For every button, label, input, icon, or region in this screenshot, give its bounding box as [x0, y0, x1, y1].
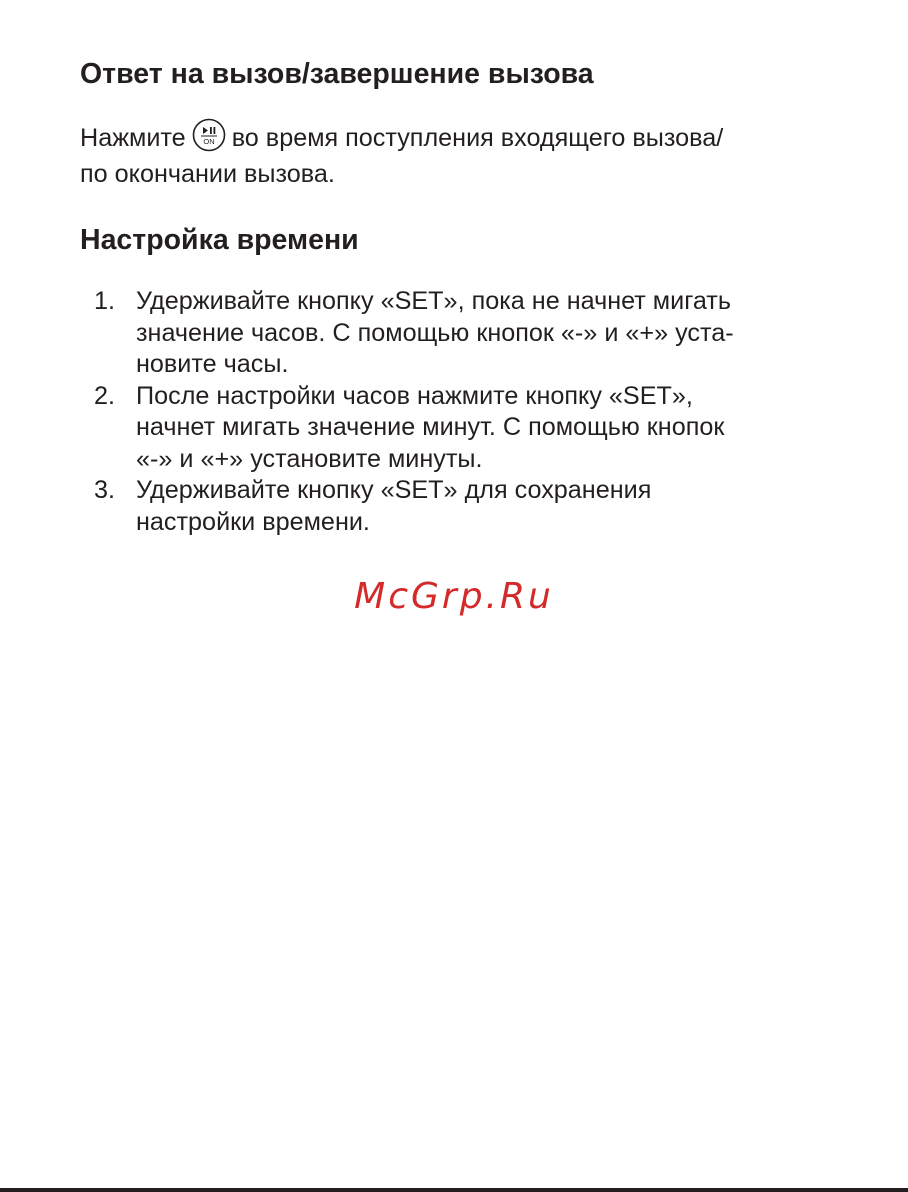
step-line: настройки времени. [136, 507, 370, 536]
step-line: «-» и «+» установите минуты. [136, 444, 483, 473]
play-pause-on-button-icon [192, 118, 226, 152]
step-line: Удерживайте кнопку «SET» для сохранения [136, 476, 652, 504]
time-setup-steps [80, 286, 870, 538]
step-number: 1. [94, 287, 116, 315]
call-text-after-icon: во время поступления входящего вызова/ [231, 124, 724, 152]
call-instruction [80, 120, 860, 192]
list-item [80, 475, 870, 538]
watermark: McGrp.Ru [354, 576, 554, 617]
section-heading-call: Ответ на вызов/завершение вызова [80, 58, 594, 90]
step-line: новите часы. [136, 350, 289, 378]
icon-on-label: ON [203, 137, 215, 147]
step-line: После настройки часов нажмите кнопку «SET», [136, 381, 693, 410]
call-text-before-icon: Нажмите [80, 124, 186, 152]
call-instruction-line-1 [80, 120, 860, 156]
step-number: 3. [94, 476, 116, 504]
call-instruction-line-2: по окончании вызова. [80, 160, 335, 188]
step-number: 2. [94, 381, 116, 410]
step-line: Удерживайте кнопку «SET», пока не начнет мигать [136, 287, 731, 315]
step-line: начнет мигать значение минут. С помощью кнопок [136, 413, 725, 441]
step-line: значение часов. С помощью кнопок «-» и «+» уста- [136, 318, 734, 347]
list-item [80, 286, 870, 381]
section-heading-time: Настройка времени [80, 224, 359, 256]
list-item [80, 381, 870, 476]
page-bottom-divider [0, 1188, 908, 1192]
